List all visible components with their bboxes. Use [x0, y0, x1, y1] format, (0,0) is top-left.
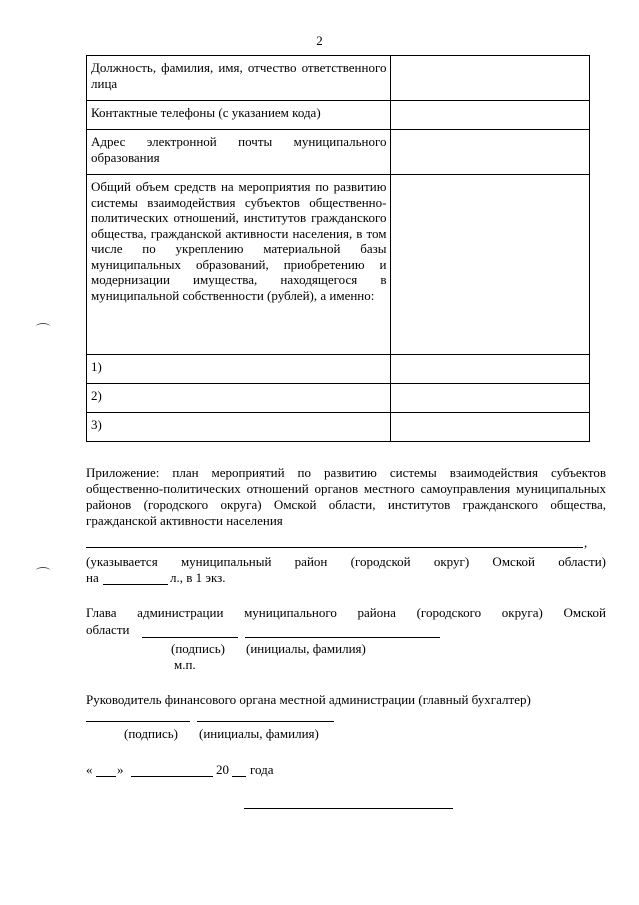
table-row-value[interactable]: [391, 130, 590, 175]
finance-name-blank[interactable]: [197, 721, 334, 722]
table-row-value[interactable]: [391, 101, 590, 130]
date-year-blank[interactable]: [232, 776, 246, 777]
table-row-value[interactable]: [391, 413, 590, 442]
table-row-value[interactable]: [391, 355, 590, 384]
municipality-blank[interactable]: [86, 547, 583, 548]
pages-count-blank[interactable]: [103, 584, 168, 585]
finance-name-label: (инициалы, фамилия): [199, 726, 319, 741]
table-row-value[interactable]: [391, 384, 590, 413]
table-row-value[interactable]: [391, 56, 590, 101]
head-admin-name-label: (инициалы, фамилия): [246, 641, 366, 656]
table-row: [87, 101, 590, 130]
attachment-comma: ,: [584, 535, 588, 550]
table-row: [87, 175, 590, 355]
date-open-quote: «: [86, 762, 93, 777]
table-row: [87, 56, 590, 101]
date-day-blank[interactable]: [96, 776, 116, 777]
head-admin-signature-label: (подпись): [171, 641, 225, 656]
pages-suffix: л., в 1 экз.: [170, 570, 226, 585]
table-row: [87, 384, 590, 413]
date-year-prefix: 20: [216, 762, 229, 777]
head-admin-signature-blank[interactable]: [142, 637, 238, 638]
binding-mark: [36, 567, 50, 574]
table-row-label: Адрес электронной почты муниципального образования: [87, 130, 391, 175]
table-row-label: Общий объем средств на мероприятия по развитию системы взаимодействия субъектов общественно-политических отношений, институтов гражданского общества, гражданской активности населения, в том числе по укреплению материальной базы муниципальных образований, приобретению и модернизации имущества, находящегося в муниципальной собственности (рублей), а именно:: [87, 175, 391, 355]
table-row: [87, 130, 590, 175]
binding-mark: [36, 323, 50, 330]
date-close-quote: »: [117, 762, 124, 777]
table-row-label: 1): [87, 355, 391, 384]
closing-separator-line: [244, 808, 453, 809]
stamp-label: м.п.: [174, 657, 196, 672]
page-number: 2: [316, 33, 323, 48]
date-year-suffix: года: [250, 762, 274, 777]
head-admin-name-blank[interactable]: [245, 637, 440, 638]
date-month-blank[interactable]: [131, 776, 213, 777]
table-row-label: 3): [87, 413, 391, 442]
finance-signature-label: (подпись): [124, 726, 178, 741]
finance-signature-blank[interactable]: [86, 721, 190, 722]
head-admin-title-cont: области: [86, 622, 130, 637]
table-row: [87, 413, 590, 442]
attachment-text: Приложение: план мероприятий по развитию системы взаимодействия субъектов общественно-политических отношений органов местного самоуправления муниципальных районов (городского округа) Омской области, институтов гражданского общества, гражданской активности населения: [86, 465, 606, 528]
info-table: [86, 55, 590, 442]
table-row-value[interactable]: [391, 175, 590, 355]
head-admin-title: Глава администрации муниципального района (городского округа) Омской: [86, 605, 606, 620]
table-row-label: Должность, фамилия, имя, отчество ответственного лица: [87, 56, 391, 101]
municipality-note: (указывается муниципальный район (городской округ) Омской области): [86, 554, 606, 569]
table-row-label: Контактные телефоны (с указанием кода): [87, 101, 391, 130]
finance-head-title: Руководитель финансового органа местной администрации (главный бухгалтер): [86, 692, 531, 707]
table-row: [87, 355, 590, 384]
pages-prefix: на: [86, 570, 99, 585]
table-row-label: 2): [87, 384, 391, 413]
